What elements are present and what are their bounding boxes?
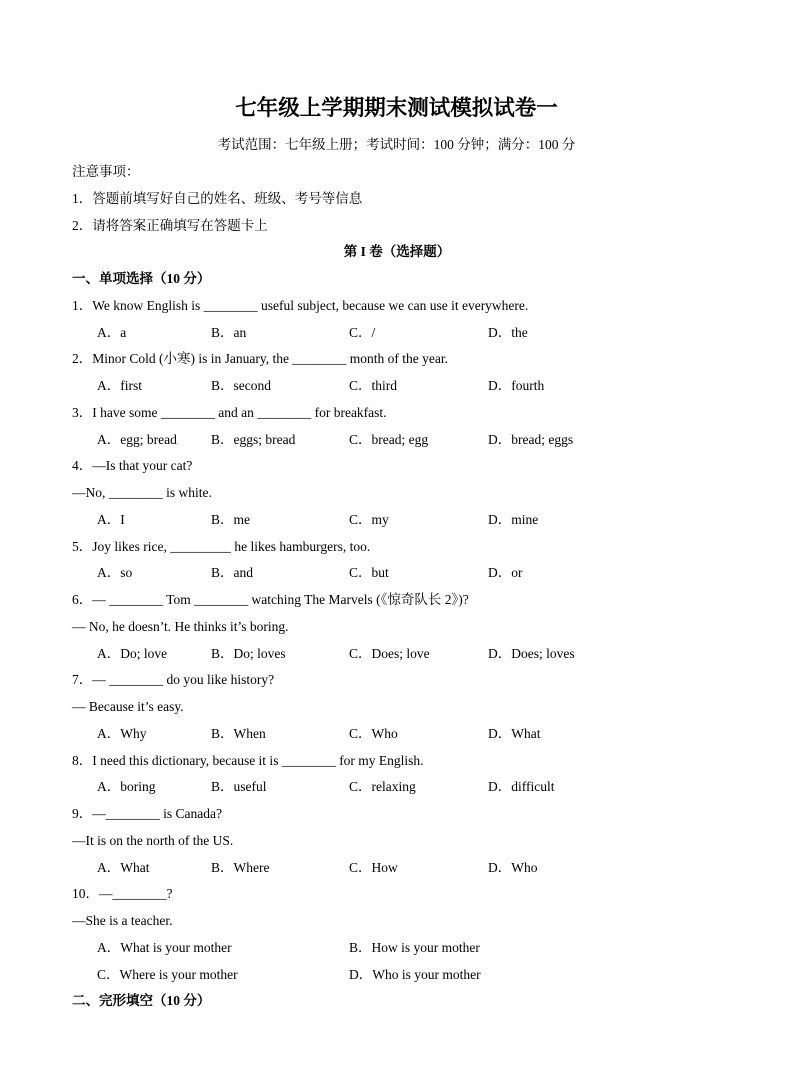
option-d: D．What — [488, 725, 541, 741]
question-2 — [72, 346, 722, 400]
option-d: D．bread; eggs — [488, 431, 574, 447]
question-4 — [72, 453, 722, 533]
question-7 — [72, 667, 722, 747]
question-dialogue-line: —She is a teacher. — [72, 913, 173, 928]
option-c: C．relaxing — [349, 779, 416, 795]
question-options — [72, 373, 722, 400]
question-stem: 10．—________? — [72, 886, 173, 902]
exam-title: 七年级上学期期末测试模拟试卷一 — [235, 96, 558, 120]
option-c: C．third — [349, 378, 398, 393]
option-b: B．How is your mother — [349, 939, 480, 955]
question-stem: 4．—Is that your cat? — [72, 458, 193, 474]
option-c: C．Where is your mother — [97, 966, 238, 982]
section-2-heading: 二、完形填空（10 分） — [72, 993, 211, 1009]
note-item-2: 2．请将答案正确填写在答题卡上 — [72, 217, 268, 233]
question-options — [72, 320, 722, 347]
question-stem: 8．I need this dictionary, because it is ________ for my English. — [72, 752, 424, 768]
exam-body — [72, 159, 722, 1015]
option-a: A．Why — [97, 725, 147, 741]
option-a: A．boring — [97, 779, 156, 795]
question-dialogue-line: —No, ________ is white. — [72, 485, 212, 500]
option-c: C．but — [349, 565, 389, 581]
option-a: A．egg; bread — [97, 431, 177, 447]
question-options — [72, 721, 722, 748]
option-a: A．Do; love — [97, 645, 168, 661]
question-dialogue-line: — Because it’s easy. — [72, 699, 184, 714]
option-d: D．Does; loves — [488, 645, 575, 661]
question-9 — [72, 801, 722, 881]
option-c: C．/ — [349, 324, 376, 340]
question-stem: 7．— ________ do you like history? — [72, 672, 275, 688]
option-c: C．Does; love — [349, 645, 430, 661]
option-d: D．the — [488, 324, 528, 340]
question-stem: 6．— ________ Tom ________ watching The Marvels (《惊奇队长 2》)? — [72, 592, 469, 607]
question-stem: 9．—________ is Canada? — [72, 806, 222, 821]
question-options — [72, 962, 722, 989]
question-options — [72, 560, 722, 587]
option-d: D．Who is your mother — [349, 966, 481, 982]
option-a: A．so — [97, 565, 133, 581]
option-d: D．Who — [488, 859, 538, 875]
option-b: B．an — [211, 324, 247, 340]
option-c: C．How — [349, 859, 398, 875]
option-a: A．I — [97, 511, 125, 527]
option-c: C．my — [349, 511, 389, 527]
option-c: C．Who — [349, 725, 398, 741]
question-options — [72, 774, 722, 801]
section-1-heading: 一、单项选择（10 分） — [72, 271, 211, 286]
question-options — [72, 507, 722, 534]
question-10 — [72, 881, 722, 988]
question-options — [72, 935, 722, 962]
option-d: D．fourth — [488, 378, 545, 393]
question-options — [72, 427, 722, 454]
option-b: B．useful — [211, 779, 267, 795]
question-5 — [72, 534, 722, 588]
question-1 — [72, 293, 722, 347]
option-b: B．Where — [211, 859, 270, 875]
note-item-1: 1．答题前填写好自己的姓名、班级、考号等信息 — [72, 190, 363, 206]
option-d: D．or — [488, 565, 523, 581]
question-dialogue-line: — No, he doesn’t. He thinks it’s boring. — [72, 618, 289, 634]
question-6 — [72, 587, 722, 667]
volume-title: 第 I 卷（选择题） — [343, 244, 451, 260]
notes-heading: 注意事项： — [72, 164, 140, 179]
question-3 — [72, 400, 722, 454]
option-d: D．difficult — [488, 779, 555, 795]
option-b: B．Do; loves — [211, 645, 286, 661]
question-options — [72, 855, 722, 882]
question-8 — [72, 748, 722, 802]
option-d: D．mine — [488, 511, 539, 527]
question-stem: 3．I have some ________ and an ________ for breakfast. — [72, 404, 387, 420]
option-b: B．and — [211, 565, 253, 581]
option-c: C．bread; egg — [349, 431, 429, 447]
question-stem: 2．Minor Cold (小寒) is in January, the ________ month of the year. — [72, 351, 448, 367]
option-b: B．me — [211, 511, 250, 527]
option-b: B．eggs; bread — [211, 431, 296, 447]
exam-info: 考试范围：七年级上册；考试时间：100 分钟；满分：100 分 — [217, 137, 576, 152]
option-a: A．What is your mother — [97, 939, 232, 955]
option-b: B．second — [211, 378, 271, 393]
question-options — [72, 641, 722, 668]
question-dialogue-line: —It is on the north of the US. — [72, 832, 234, 848]
question-stem: 1．We know English is ________ useful subject, because we can use it everywhere. — [72, 297, 529, 313]
question-stem: 5．Joy likes rice, _________ he likes hamburgers, too. — [72, 538, 371, 554]
option-a: A．a — [97, 324, 127, 340]
option-a: A．first — [97, 378, 142, 393]
option-b: B．When — [211, 725, 266, 741]
option-a: A．What — [97, 859, 150, 875]
